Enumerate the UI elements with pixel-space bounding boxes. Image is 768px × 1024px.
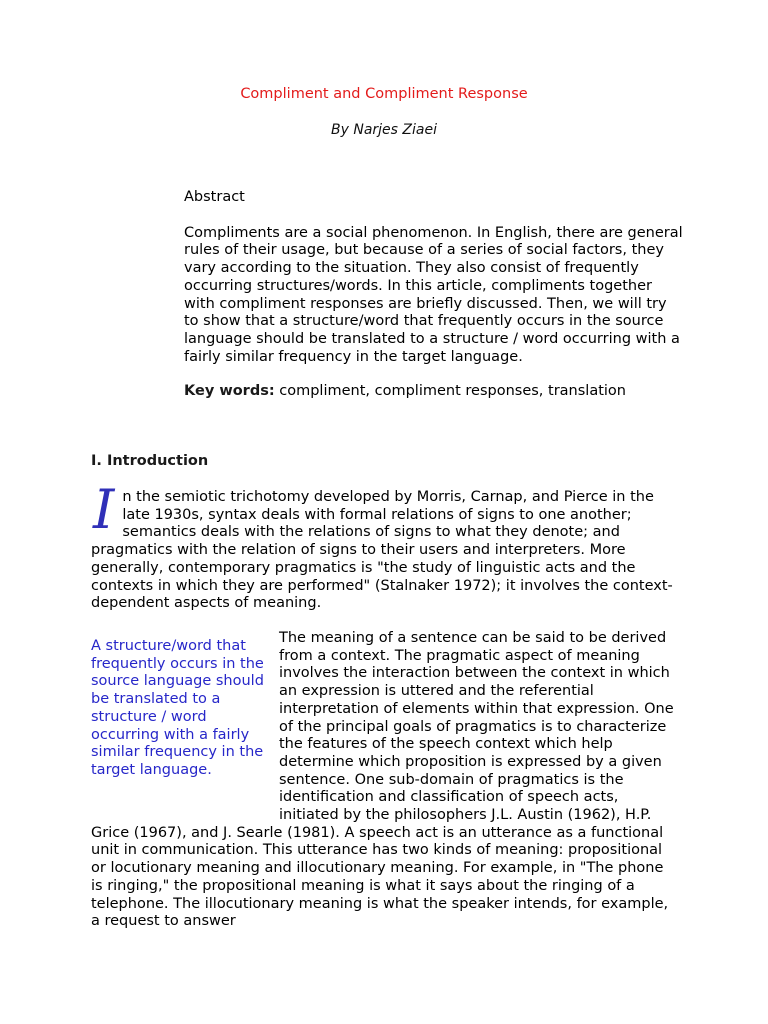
introduction-second-paragraph: The meaning of a sentence can be said to be derived from a context. The pragmatic aspect of meaning involves the interaction between the context in which an expression is uttered and the referential interpretation of elements within that expression. One of the principal goals of pragmatics is to characterize the features of the speech context which help determine which proposition is expressed by a given sentence. One sub-domain of pragmatics is the identification and classification of speech acts, initiated by the philosophers J.L. Austin (1962), H.P. Grice (1967), and J. Searle (1981). A speech act is an utterance as a functional unit in communication. This utterance has two kinds of meaning: propositional or locutionary meaning and illocutionary meaning. For example, in "The phone is ringing," the propositional meaning is what it says about the ringing of a telephone. The illocutionary meaning is what the speaker intends, for example, a request to answer <box>91 630 674 930</box>
abstract-heading: Abstract <box>184 189 245 205</box>
introduction-heading: I. Introduction <box>91 453 209 469</box>
introduction-first-paragraph <box>91 478 679 613</box>
author-byline: By Narjes Ziaei <box>331 122 437 138</box>
document-title: Compliment and Compliment Response <box>240 86 528 102</box>
abstract-section <box>184 189 684 401</box>
first-paragraph-text: n the semiotic trichotomy developed by Morris, Carnap, and Pierce in the late 1930s, syntax deals with formal relations of signs to one another; semantics deals with the relations of signs to what they denote; and pragmatics with the relation of signs to their users and interpreters. More generally, contemporary pragmatics is "the study of linguistic acts and the contexts in which they are performed" (Stalnaker 1972); it involves the context-dependent aspects of meaning. <box>91 489 673 612</box>
keywords-text: compliment, compliment responses, translation <box>274 383 626 400</box>
introduction-body <box>91 630 679 931</box>
drop-cap: I <box>93 478 115 541</box>
abstract-body: Compliments are a social phenomenon. In English, there are general rules of their usage, but because of a series of social factors, they vary according to the situation. They also consist of frequently occurring structures/words. In this article, compliments together with compliment responses are briefly discussed. Then, we will try to show that a structure/word that frequently occurs in the source language should be translated to a structure / word occurring with a fairly similar frequency in the target language. <box>184 224 683 365</box>
keywords-line <box>184 383 684 401</box>
keywords-label: Key words: <box>184 383 275 400</box>
pull-quote: A structure/word that frequently occurs in the source language should be translated to a structure / word occurring with a fairly similar frequency in the target language. <box>91 638 264 778</box>
